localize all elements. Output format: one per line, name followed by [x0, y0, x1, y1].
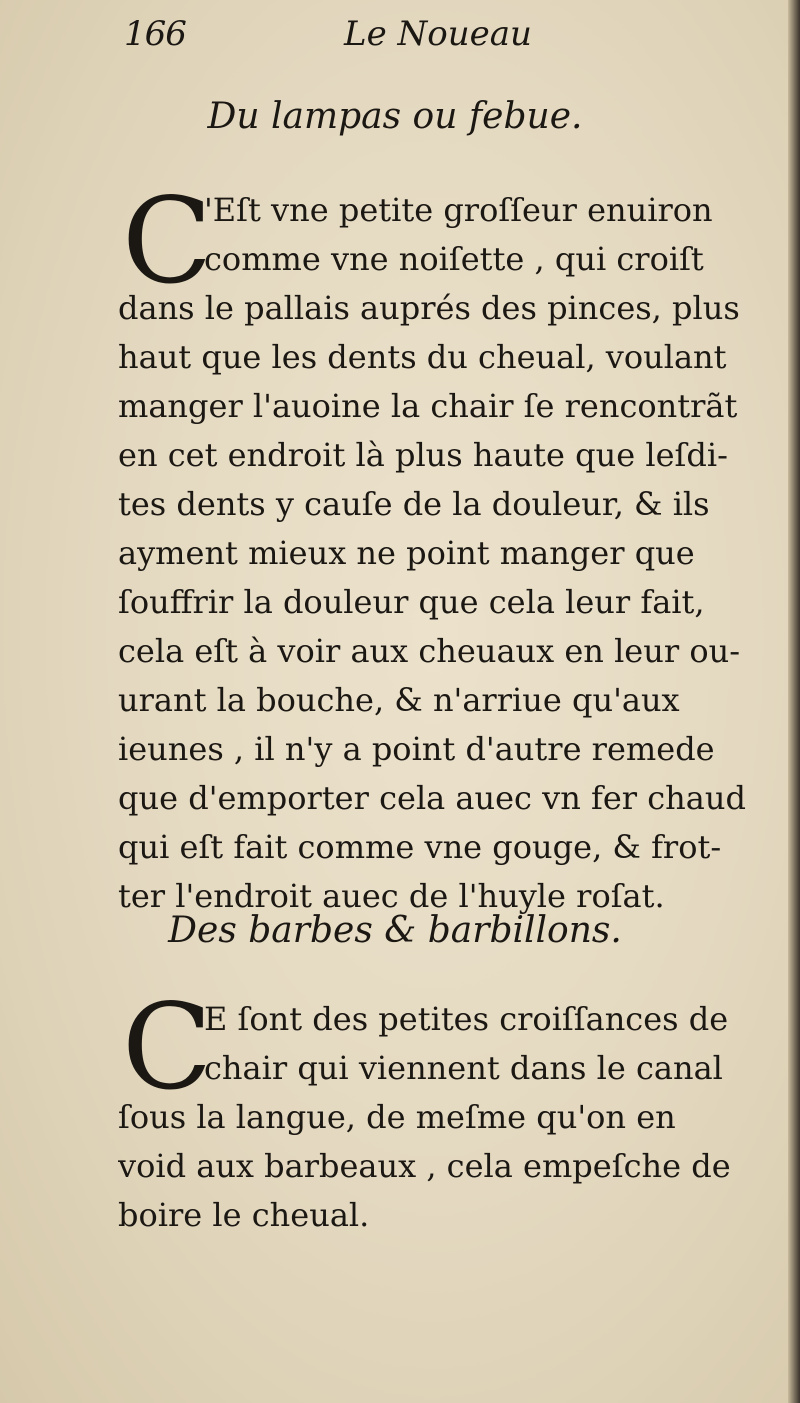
text-line: ayment mieux ne point manger que — [118, 534, 695, 572]
page-number: 166 — [124, 14, 186, 54]
text-line: comme vne noiſette , qui croiſt — [204, 240, 704, 278]
text-line: manger l'auoine la chair ſe rencontrãt — [118, 387, 738, 425]
section-title-lampas: Du lampas ou febue. — [207, 96, 583, 137]
text-line: urant la bouche, & n'arriue qu'aux — [118, 681, 680, 719]
page-edge-shadow — [788, 0, 800, 1403]
text-line: void aux barbeaux , cela empeſche de — [118, 1147, 731, 1185]
text-line: dans le pallais auprés des pinces, plus — [118, 289, 740, 327]
paragraph-barbes — [118, 995, 753, 1240]
text-line: qui eſt fait comme vne gouge, & frot- — [118, 828, 722, 866]
section-title-barbes: Des barbes & barbillons. — [168, 910, 622, 951]
text-line: ieunes , il n'y a point d'autre remede — [118, 730, 715, 768]
page-header — [118, 10, 618, 70]
running-title: Le Noueau — [344, 14, 532, 54]
text-line: en cet endroit là plus haute que leſdi- — [118, 436, 728, 474]
text-line: ſouffrir la douleur que cela leur fait, — [118, 583, 705, 621]
paragraph-lampas — [118, 186, 753, 921]
text-line: chair qui viennent dans le canal — [204, 1049, 723, 1087]
text-line: E ſont des petites croiſſances de — [204, 1000, 729, 1038]
text-line: ſous la langue, de meſme qu'on en — [118, 1098, 676, 1136]
text-line: ter l'endroit auec de l'huyle roſat. — [118, 877, 665, 915]
text-line: que d'emporter cela auec vn fer chaud — [118, 779, 746, 817]
text-line: cela eſt à voir aux cheuaux en leur ou- — [118, 632, 740, 670]
text-line: tes dents y cauſe de la douleur, & ils — [118, 485, 710, 523]
text-line: haut que les dents du cheual, voulant — [118, 338, 727, 376]
text-line: 'Eſt vne petite groſſeur enuiron — [204, 191, 713, 229]
drop-cap-lampas: C — [122, 172, 213, 310]
drop-cap-barbes: C — [122, 978, 213, 1116]
text-line: boire le cheual. — [118, 1196, 370, 1234]
